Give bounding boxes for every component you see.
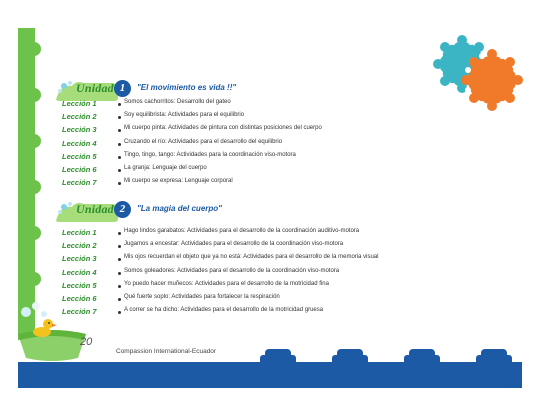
bullet-icon xyxy=(118,232,121,235)
band-tab xyxy=(337,349,363,365)
unit-title: "La magia del cuerpo" xyxy=(137,204,222,213)
lesson-description: Qué fuerte soplo: Actividades para fortalecer la respiración xyxy=(124,293,280,300)
lesson-description: Somos goleadores: Actividades para el desarrollo de la coordinación viso-motora xyxy=(124,267,340,274)
lesson-description: Cruzando el río: Actividades para el desarrollo del equilibrio xyxy=(124,138,283,145)
list-item xyxy=(62,294,442,307)
spine-tab xyxy=(31,88,41,102)
bullet-icon xyxy=(118,116,121,119)
list-item xyxy=(62,281,442,294)
lesson-label: Lección 3 xyxy=(62,254,97,264)
list-item xyxy=(62,99,442,112)
lesson-description: A correr se ha dicho: Actividades para el desarrollo de la motricidad gruesa xyxy=(124,307,324,314)
list-item xyxy=(62,152,442,165)
list-item xyxy=(62,268,442,281)
lesson-label: Lección 6 xyxy=(62,164,97,174)
band-tab xyxy=(265,349,291,365)
lesson-description: Mi cuerpo se expresa: Lenguaje corporal xyxy=(124,178,233,185)
lesson-description: Jugamos a encestar: Actividades para el desarrollo de la coordinación viso-motora xyxy=(124,241,344,248)
bullet-icon xyxy=(118,311,121,314)
bath-tub-duck-icon xyxy=(14,300,93,366)
list-item xyxy=(62,178,442,191)
bullet-icon xyxy=(118,103,121,106)
unit-title: "El movimiento es vida !!" xyxy=(137,83,237,92)
page-number: 20 xyxy=(80,336,93,348)
bullet-icon xyxy=(118,298,121,301)
lesson-label: Lección 4 xyxy=(62,267,97,277)
lesson-label: Lección 5 xyxy=(62,151,97,161)
lesson-label: Lección 1 xyxy=(62,99,97,108)
lesson-description: Mis ojos recuerdan el objeto que ya no está: Actividades para el desarrollo de la memoria visual xyxy=(124,254,379,261)
spine-tab xyxy=(31,42,41,56)
bottom-blue-band xyxy=(18,362,522,388)
band-tab xyxy=(481,349,507,365)
spine-tab xyxy=(31,272,41,286)
bullet-icon xyxy=(118,169,121,172)
unit-label: Unidad xyxy=(76,202,114,216)
lesson-label: Lección 7 xyxy=(62,307,97,317)
bullet-icon xyxy=(118,258,121,261)
lesson-label: Lección 5 xyxy=(62,280,97,290)
lesson-description: Hago lindos garabatos: Actividades para el desarrollo de la coordinación auditivo-motora xyxy=(124,228,360,234)
spine-tab xyxy=(31,180,41,194)
lesson-description: Yo puedo hacer muñecos: Actividades para el desarrollo de la motricidad fina xyxy=(124,280,329,287)
lesson-description: Somos cachorritos: Desarrollo del gateo xyxy=(124,99,231,105)
lesson-label: Lección 6 xyxy=(62,293,97,303)
unit-1-lesson-list xyxy=(62,99,442,191)
list-item xyxy=(62,228,442,241)
unit-number: 1 xyxy=(114,80,131,97)
lesson-label: Lección 2 xyxy=(62,241,97,251)
lesson-label: Lección 2 xyxy=(62,112,97,122)
unit-2-header xyxy=(54,199,454,225)
list-item xyxy=(62,241,442,254)
band-tab xyxy=(409,349,435,365)
list-item xyxy=(62,125,442,138)
lesson-label: Lección 3 xyxy=(62,125,97,135)
footer-credit: Compassion International-Ecuador xyxy=(116,348,217,355)
list-item xyxy=(62,165,442,178)
unit-2-lesson-list xyxy=(62,228,442,320)
spine-tab xyxy=(31,226,41,240)
list-item xyxy=(62,307,442,320)
lesson-label: Lección 1 xyxy=(62,228,97,237)
bullet-icon xyxy=(118,245,121,248)
lesson-label: Lección 7 xyxy=(62,178,97,188)
lesson-label: Lección 4 xyxy=(62,138,97,148)
spine-tab xyxy=(31,134,41,148)
lesson-description: Mi cuerpo pinta: Actividades de pintura con distintas posiciones del cuerpo xyxy=(124,125,322,132)
list-item xyxy=(62,112,442,125)
lesson-description: La granja: Lenguaje del cuerpo xyxy=(124,164,207,171)
list-item xyxy=(62,254,442,267)
unit-label: Unidad xyxy=(76,81,114,95)
bullet-icon xyxy=(118,156,121,159)
unit-number: 2 xyxy=(114,201,131,218)
list-item xyxy=(62,139,442,152)
bullet-icon xyxy=(118,129,121,132)
bullet-icon xyxy=(118,272,121,275)
bullet-icon xyxy=(118,143,121,146)
lesson-description: Soy equilibrista: Actividades para el equilibrio xyxy=(124,112,245,119)
bullet-icon xyxy=(118,285,121,288)
lesson-description: Tingo, tingo, tango: Actividades para la coordinación viso-motora xyxy=(124,151,296,158)
bullet-icon xyxy=(118,182,121,185)
